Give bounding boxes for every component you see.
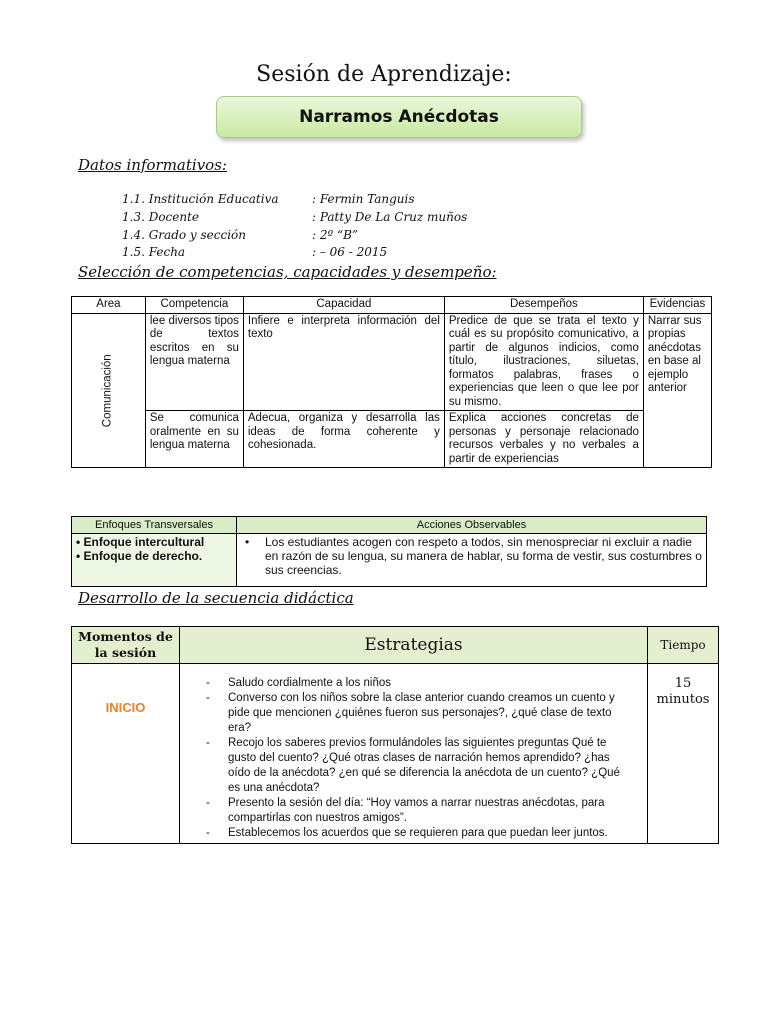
datos-value: : – 06 - 2015 <box>312 245 388 259</box>
secuencia-table <box>71 626 719 844</box>
list-item: - Presento la sesión del día: “Hoy vamos a narrar nuestras anécdotas, para compartirlas con nuestros amigos”. <box>206 796 635 826</box>
col-momentos: Momentos de la sesión <box>72 627 180 664</box>
area-cell <box>72 313 146 468</box>
capacidad-cell: Adecua, organiza y desarrolla las ideas de forma coherente y cohesionada. <box>243 411 444 468</box>
col-estrategias: Estrategias <box>180 627 648 664</box>
acciones-cell <box>237 534 707 587</box>
col-evidencias: Evidencias <box>643 297 711 314</box>
datos-label: 1.4. Grado y sección <box>122 228 246 242</box>
datos-value: : 2º “B” <box>312 228 359 242</box>
list-item: - Saludo cordialmente a los niños <box>206 676 635 691</box>
datos-label: 1.1. Institución Educativa <box>122 192 279 206</box>
enfoques-table <box>71 516 707 587</box>
competencias-table <box>71 296 712 468</box>
bullet-icon: • <box>245 535 250 549</box>
session-banner: Narramos Anécdotas <box>216 96 582 138</box>
col-acciones: Acciones Observables <box>237 517 707 534</box>
desempeno-cell: Predice de que se trata el texto y cuál es su propósito comunicativo, a partir de algunos indicios, como título, ilustraciones, siluetas, formatos palabras, frases o experiencias que leen o que lee por su mismo. <box>444 313 643 411</box>
table-header-row <box>72 627 719 664</box>
inicio-label: INICIO <box>105 700 146 715</box>
capacidad-cell: Infiere e interpreta información del texto <box>243 313 444 411</box>
table-header-row <box>72 297 712 314</box>
list-item: - Converso con los niños sobre la clase anterior cuando creamos un cuento y pide que mencionen ¿quiénes fueron sus personajes?, ¿qué clase de texto era? <box>206 691 635 736</box>
page-title: Sesión de Aprendizaje: <box>256 62 512 87</box>
evidencias-cell: Narrar sus propias anécdotas en base al ejemplo anterior <box>643 313 711 468</box>
table-header-row <box>72 517 707 534</box>
datos-label: 1.3. Docente <box>122 210 200 224</box>
list-item: • Enfoque intercultural <box>76 535 205 549</box>
col-enfoques: Enfoques Transversales <box>72 517 237 534</box>
datos-heading: Datos informativos: <box>78 156 227 174</box>
datos-value: : Fermin Tanguis <box>312 192 415 206</box>
col-tiempo: Tiempo <box>648 627 719 664</box>
table-row <box>72 411 712 468</box>
estrategias-cell <box>180 664 648 844</box>
competencia-cell: lee diversos tipos de textos escritos en su lengua materna <box>145 313 243 411</box>
desempeno-cell: Explica acciones concretas de personas y personaje relacionado recursos verbales y no verbales a partir de experiencias <box>444 411 643 468</box>
datos-value: : Patty De La Cruz muños <box>312 210 468 224</box>
tiempo-cell: 15 minutos <box>648 664 719 844</box>
list-item: - Recojo los saberes previos formulándoles las siguientes preguntas Qué te gusto del cuento? ¿Qué otras clases de narración hemos aprendido? ¿has oído de la anécdota? ¿en qué se diferencia la anécdota de un cuento? ¿Qué es una anécdota? <box>206 736 635 796</box>
table-row <box>72 534 707 587</box>
competencia-cell: Se comunica oralmente en su lengua materna <box>145 411 243 468</box>
seleccion-heading: Selección de competencias, capacidades y desempeño: <box>78 263 497 281</box>
list-item: • Enfoque de derecho. <box>76 549 203 563</box>
enfoques-cell <box>72 534 237 587</box>
datos-label: 1.5. Fecha <box>122 245 186 259</box>
col-desempenos: Desempeños <box>444 297 643 314</box>
area-label: Comunicación <box>101 353 114 427</box>
momento-cell <box>72 664 180 844</box>
col-area: Area <box>72 297 146 314</box>
list-item: - Establecemos los acuerdos que se requieren para que puedan leer juntos. <box>206 826 635 841</box>
accion-text: Los estudiantes acogen con respeto a todos, sin menospreciar ni excluir a nadie en razón de su lengua, su manera de hablar, su forma de vestir, sus costumbres o sus creencias. <box>265 535 702 577</box>
table-row <box>72 313 712 411</box>
col-capacidad: Capacidad <box>243 297 444 314</box>
datos-row <box>122 192 467 261</box>
col-competencia: Competencia <box>145 297 243 314</box>
desarrollo-heading: Desarrollo de la secuencia didáctica <box>78 589 354 607</box>
table-row <box>72 664 719 844</box>
